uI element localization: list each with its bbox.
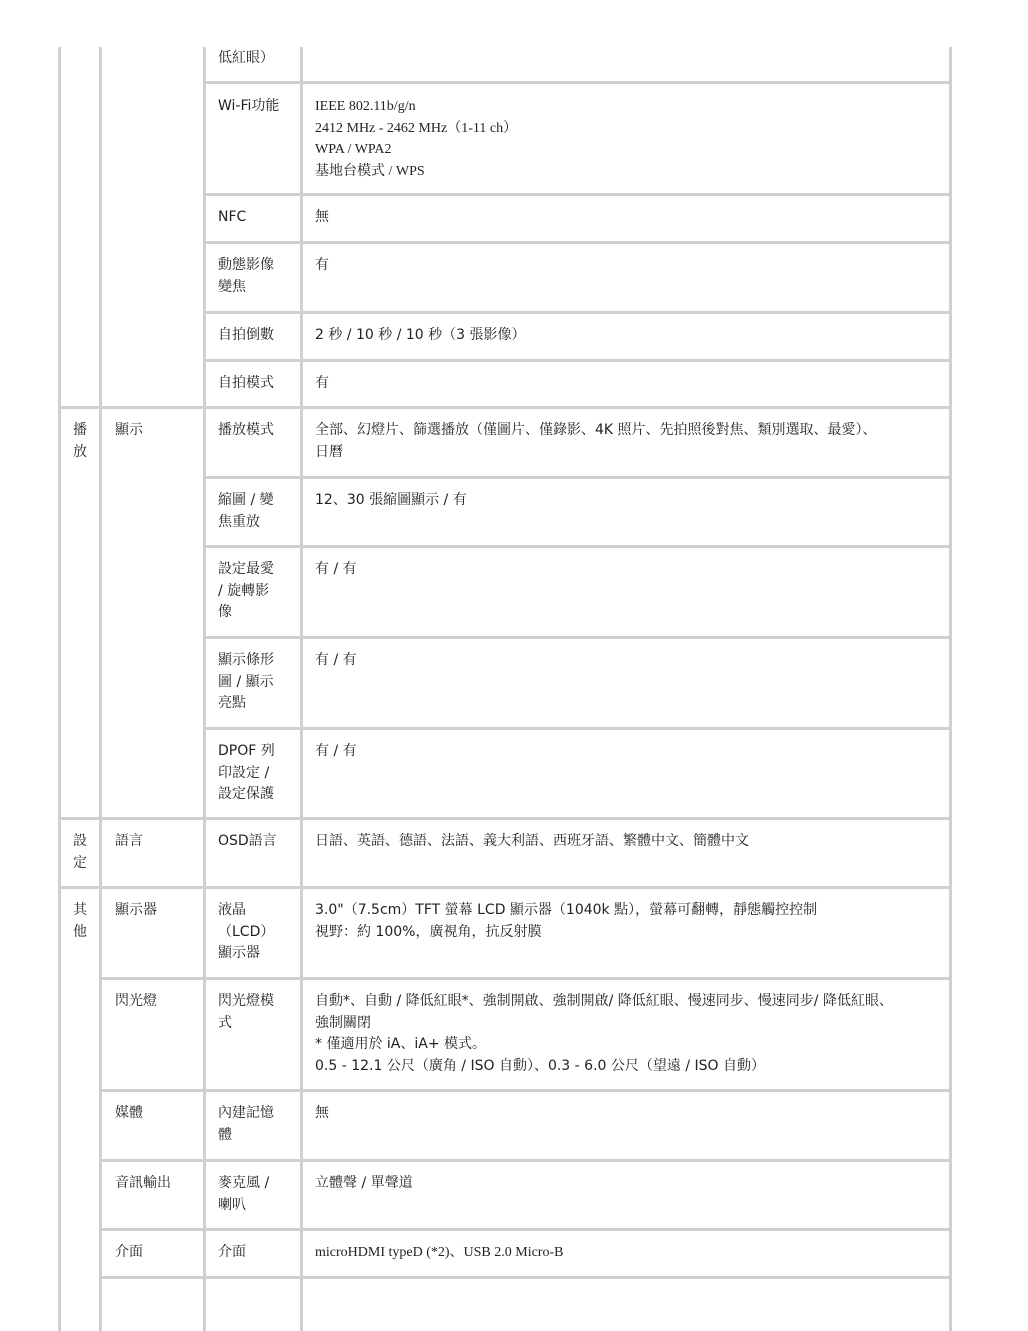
- spec-value: 全部、幻燈片、篩選播放（僅圖片、僅錄影、4K 照片、先拍照後對焦、類別選取、最愛）、 日曆: [315, 422, 877, 460]
- item-label: 內建記憶 體: [218, 1105, 274, 1143]
- spec-value: IEEE 802.11b/g/n 2412 MHz - 2462 MHz（1-11 ch） WPA / WPA2 基地台模式 / WPS: [315, 99, 518, 179]
- category-label: 其 他: [73, 902, 87, 940]
- spec-value: 立體聲 / 單聲道: [315, 1175, 413, 1191]
- item-label: 設定最愛 / 旋轉影 像: [218, 561, 274, 620]
- spec-value: 12、30 張縮圖顯示 / 有: [315, 492, 467, 508]
- spec-value: 有 / 有: [315, 561, 357, 577]
- row-divider: [203, 727, 952, 730]
- item-label: 縮圖 / 變 焦重放: [218, 492, 274, 530]
- item-label: 自拍倒數: [218, 327, 274, 343]
- row-divider: [203, 636, 952, 639]
- row-divider: [203, 241, 952, 244]
- column-divider: [99, 47, 102, 1331]
- spec-value: 無: [315, 209, 329, 225]
- spec-value: 日語、英語、德語、法語、義大利語、西班牙語、繁體中文、簡體中文: [315, 833, 749, 849]
- row-divider: [99, 1228, 952, 1231]
- row-divider: [99, 1089, 952, 1092]
- subcategory-label: 顯示: [115, 422, 143, 438]
- item-label: 自拍模式: [218, 375, 274, 391]
- item-label: 顯示條形 圖 / 顯示 亮點: [218, 652, 274, 711]
- spec-value: 2 秒 / 10 秒 / 10 秒（3 張影像）: [315, 327, 526, 343]
- item-label: 低紅眼）: [218, 50, 274, 66]
- item-label: NFC: [218, 209, 247, 225]
- subcategory-label: 媒體: [115, 1105, 143, 1121]
- row-divider: [203, 359, 952, 362]
- category-label: 播 放: [73, 422, 87, 460]
- row-divider: [58, 817, 952, 820]
- item-label: 動態影像 變焦: [218, 257, 274, 295]
- row-divider: [99, 1159, 952, 1162]
- spec-value: 有 / 有: [315, 652, 357, 668]
- row-divider: [99, 1276, 952, 1279]
- item-label: OSD語言: [218, 833, 277, 849]
- spec-value: 有: [315, 375, 329, 391]
- row-divider: [203, 311, 952, 314]
- row-divider: [203, 476, 952, 479]
- category-label: 設 定: [73, 833, 87, 871]
- table-border-right: [949, 47, 952, 1331]
- table-border-left: [58, 47, 61, 1331]
- row-divider: [203, 193, 952, 196]
- column-divider: [203, 47, 206, 1331]
- item-label: 播放模式: [218, 422, 274, 438]
- row-divider: [99, 977, 952, 980]
- column-divider: [300, 47, 303, 1331]
- row-divider: [203, 81, 952, 84]
- subcategory-label: 音訊輸出: [115, 1175, 171, 1191]
- item-label: 介面: [218, 1244, 246, 1260]
- spec-value: 自動*、自動 / 降低紅眼*、強制開啟、強制開啟/ 降低紅眼、慢速同步、慢速同步/ 降低紅眼、 強制關閉 * 僅適用於 iA、iA+ 模式。 0.5 - 12.1 公尺（廣角 / ISO 自動）、0.3 - 6.0 公尺（望遠 / ISO 自動）: [315, 993, 893, 1074]
- subcategory-label: 閃光燈: [115, 993, 157, 1009]
- spec-value: 3.0"（7.5cm）TFT 螢幕 LCD 顯示器（1040k 點），螢幕可翻轉，靜態觸控控制 視野：約 100%，廣視角，抗反射膜: [315, 902, 818, 940]
- row-divider: [58, 406, 952, 409]
- spec-value: 有: [315, 257, 329, 273]
- item-label: 麥克風 / 喇叭: [218, 1175, 270, 1213]
- item-label: DPOF 列 印設定 / 設定保護: [218, 743, 275, 802]
- spec-value: microHDMI typeD (*2)、USB 2.0 Micro-B: [315, 1245, 564, 1260]
- row-divider: [203, 545, 952, 548]
- spec-value: 有 / 有: [315, 743, 357, 759]
- subcategory-label: 介面: [115, 1244, 143, 1260]
- row-divider: [58, 886, 952, 889]
- item-label: Wi-Fi功能: [218, 98, 280, 114]
- item-label: 液晶 （LCD） 顯示器: [218, 902, 275, 961]
- spec-value: 無: [315, 1105, 329, 1121]
- subcategory-label: 語言: [115, 833, 143, 849]
- subcategory-label: 顯示器: [115, 902, 157, 918]
- item-label: 閃光燈模 式: [218, 993, 274, 1031]
